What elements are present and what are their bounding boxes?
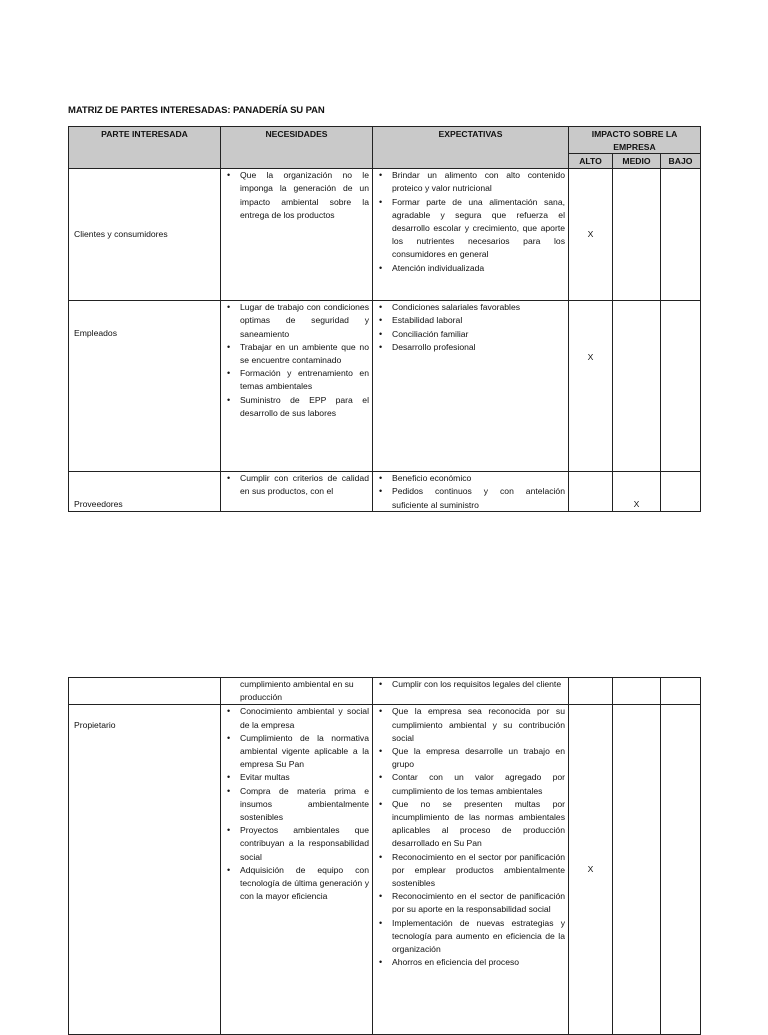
party-cell: Empleados xyxy=(69,301,221,472)
impact-high-cell: X xyxy=(569,301,613,472)
list-item: • Formación y entrenamiento en temas ambientales xyxy=(240,367,369,393)
list-item: • Implementación de nuevas estrategias y tecnología para aumento en eficiencia de la organización xyxy=(392,917,565,957)
needs-cell xyxy=(221,169,373,301)
stakeholder-matrix-table xyxy=(68,126,701,512)
list-item: • Contar con un valor agregado por cumplimiento de los temas ambientales xyxy=(392,771,565,797)
expectations-cell xyxy=(373,301,569,472)
header-needs: NECESIDADES xyxy=(221,127,373,169)
header-low: BAJO xyxy=(661,154,701,169)
expectations-cell xyxy=(373,169,569,301)
list-item: • Lugar de trabajo con condiciones optimas de seguridad y saneamiento xyxy=(240,301,369,341)
stakeholder-matrix-continuation xyxy=(68,677,701,1035)
list-item: • Suministro de EPP para el desarrollo de sus labores xyxy=(240,394,369,420)
impact-low-cell xyxy=(661,301,701,472)
impact-medium-cell xyxy=(613,169,661,301)
list-item: • Reconocimiento en el sector por panificación por emplear productos ambientalmente sostenibles xyxy=(392,851,565,891)
list-item: • Cumplir con criterios de calidad en sus productos, con el xyxy=(240,472,369,498)
party-cell xyxy=(69,678,221,705)
list-item: • Cumplir con los requisitos legales del cliente xyxy=(392,678,565,691)
impact-low-cell xyxy=(661,705,701,1035)
party-cell: Proveedores xyxy=(69,472,221,512)
needs-cell xyxy=(221,472,373,512)
list-item: • Conciliación familiar xyxy=(392,328,565,341)
list-item: • Estabilidad laboral xyxy=(392,314,565,327)
impact-high-cell xyxy=(569,678,613,705)
impact-high-cell: X xyxy=(569,169,613,301)
list-item: • Que la empresa desarrolle un trabajo en grupo xyxy=(392,745,565,771)
needs-cell: cumplimiento ambiental en su producción xyxy=(221,678,373,705)
list-item: • Que la empresa sea reconocida por su cumplimiento ambiental y su contribución social xyxy=(392,705,565,745)
impact-medium-cell xyxy=(613,678,661,705)
list-item: • Beneficio económico xyxy=(392,472,565,485)
impact-medium-cell xyxy=(613,301,661,472)
list-item: • Cumplimiento de la normativa ambiental vigente aplicable a la empresa Su Pan xyxy=(240,732,369,772)
party-cell: Clientes y consumidores xyxy=(69,169,221,301)
impact-low-cell xyxy=(661,169,701,301)
list-item: • Proyectos ambientales que contribuyan a la responsabilidad social xyxy=(240,824,369,864)
header-party: PARTE INTERESADA xyxy=(69,127,221,169)
list-item: • Brindar un alimento con alto contenido proteico y valor nutricional xyxy=(392,169,565,195)
impact-medium-cell xyxy=(613,705,661,1035)
table-row xyxy=(69,705,701,1035)
list-item: • Desarrollo profesional xyxy=(392,341,565,354)
header-high: ALTO xyxy=(569,154,613,169)
needs-cell xyxy=(221,301,373,472)
impact-low-cell xyxy=(661,472,701,512)
list-item: • Conocimiento ambiental y social de la empresa xyxy=(240,705,369,731)
table-row xyxy=(69,678,701,705)
needs-cell xyxy=(221,705,373,1035)
expectations-cell xyxy=(373,705,569,1035)
list-item: • Compra de materia prima e insumos ambientalmente sostenibles xyxy=(240,785,369,825)
list-item: • Que la organización no le imponga la generación de un impacto ambiental sobre la entrega de los productos xyxy=(240,169,369,222)
list-item: • Trabajar en un ambiente que no se encuentre contaminado xyxy=(240,341,369,367)
expectations-cell xyxy=(373,678,569,705)
expectations-cell xyxy=(373,472,569,512)
header-impact: IMPACTO SOBRE LA EMPRESA xyxy=(569,127,701,154)
impact-high-cell xyxy=(569,472,613,512)
list-item: • Que no se presenten multas por incumplimiento de las normas ambientales aplicables al proceso de producción desarrollado en Su Pan xyxy=(392,798,565,851)
list-item: • Pedidos continuos y con antelación suficiente al suministro xyxy=(392,485,565,511)
list-item: • Formar parte de una alimentación sana, agradable y segura que refuerza el desarrollo escolar y crecimiento, que aporte los nutrientes necesarios para los consumidores en general xyxy=(392,196,565,262)
list-item: • Condiciones salariales favorables xyxy=(392,301,565,314)
list-item: • Ahorros en eficiencia del proceso xyxy=(392,956,565,969)
document-title: MATRIZ DE PARTES INTERESADAS: PANADERÍA SU PAN xyxy=(68,105,325,116)
table-row xyxy=(69,472,701,512)
table-row xyxy=(69,301,701,472)
impact-high-cell: X xyxy=(569,705,613,1035)
header-expectations: EXPECTATIVAS xyxy=(373,127,569,169)
list-item: • Atención individualizada xyxy=(392,262,565,275)
table-row xyxy=(69,169,701,301)
list-item: • Evitar multas xyxy=(240,771,369,784)
party-cell: Propietario xyxy=(69,705,221,1035)
list-item: • Adquisición de equipo con tecnología de última generación y con la mayor eficiencia xyxy=(240,864,369,904)
list-item: • Reconocimiento en el sector de panificación por su aporte en la responsabilidad social xyxy=(392,890,565,916)
impact-low-cell xyxy=(661,678,701,705)
impact-medium-cell: X xyxy=(613,472,661,512)
header-medium: MEDIO xyxy=(613,154,661,169)
